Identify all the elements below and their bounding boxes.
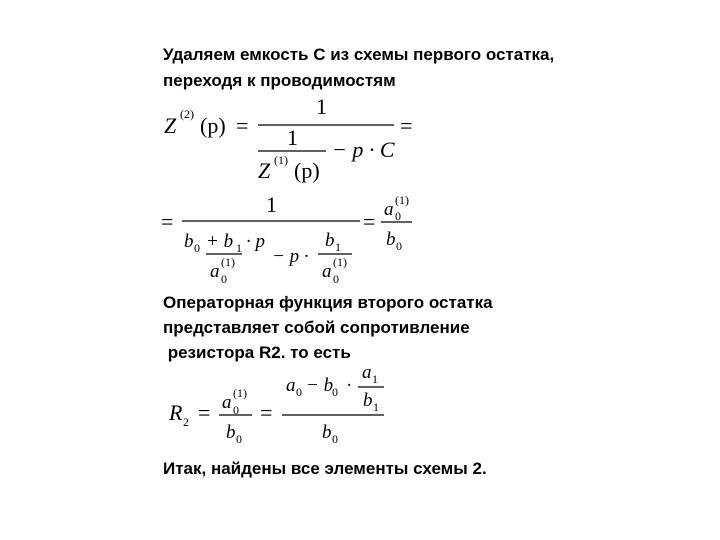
eq3-num1-sub: 0 <box>233 403 239 417</box>
eq1-lhs-superscript: (2) <box>180 107 194 121</box>
eq1-minus-pc: − p · C <box>332 137 395 162</box>
eq3-den2-sub: 0 <box>332 432 338 446</box>
eq3-num2-a0-sub: 0 <box>296 385 302 399</box>
eq2-equals-2: = <box>363 209 376 234</box>
eq2-frac-b1-sub: 1 <box>335 240 341 254</box>
eq1-trailing-equals: = <box>400 113 413 138</box>
eq1-inner-numerator: 1 <box>287 125 298 150</box>
eq1-inner-den-argument: (p) <box>294 158 320 183</box>
paragraph-1-line-1: Удаляем емкость С из схемы первого остатка, <box>163 45 555 64</box>
eq3-den1: b <box>226 422 236 443</box>
paragraph-1-line-2: переходя к проводимостям <box>163 71 396 90</box>
eq3-lhs-sub: 2 <box>183 415 189 429</box>
eq2-den-b0-sub: 0 <box>194 241 200 255</box>
eq2-result-num-sup: (1) <box>395 193 409 207</box>
eq2-den-dot-p: · p <box>246 231 265 252</box>
eq3-den1-sub: 0 <box>236 432 242 446</box>
paragraph-2-line-2: представляет собой сопротивление <box>163 318 470 337</box>
eq3-num2-a0: a <box>286 375 296 396</box>
eq2-frac-a0-sub: 0 <box>333 272 339 286</box>
paragraph-2-line-3: резистора R2. то есть <box>163 343 351 362</box>
eq1-inner-den-z: Z <box>258 158 271 183</box>
eq3-equals-1: = <box>198 400 211 425</box>
eq2-den-b1-sub: 1 <box>236 241 242 255</box>
eq1-inner-den-superscript: (1) <box>274 153 288 167</box>
eq3-num1: a <box>222 392 232 413</box>
paragraph-3-line-1: Итак, найдены все элементы схемы 2. <box>163 459 487 478</box>
eq2-left-frac-a0-sup: (1) <box>221 255 235 269</box>
eq1-equals: = <box>236 113 249 138</box>
eq3-num2-frac-b1-sub: 1 <box>373 400 379 414</box>
eq2-result-den: b <box>386 229 396 250</box>
eq3-equals-2: = <box>260 400 273 425</box>
eq2-result-num: a <box>384 199 394 220</box>
eq2-result-num-sub: 0 <box>395 209 401 223</box>
equation-3 <box>168 362 384 446</box>
eq1-lhs-z: Z <box>164 113 177 138</box>
eq2-minus-p: − p · <box>272 246 309 267</box>
eq3-num2-frac-a1: a <box>362 362 372 383</box>
eq3-den2: b <box>322 422 332 443</box>
eq2-numerator: 1 <box>266 192 277 217</box>
eq2-den-b0: b <box>184 231 194 252</box>
eq2-result-den-sub: 0 <box>396 239 402 253</box>
eq3-num2-minus-b0: − b <box>306 375 334 396</box>
eq3-num1-sup: (1) <box>233 386 247 400</box>
eq2-den-plus-b1: + b <box>206 231 234 252</box>
eq3-num2-dot: · <box>346 375 353 396</box>
eq2-frac-a0-sup: (1) <box>333 255 347 269</box>
eq3-num2-frac-b1: b <box>363 390 373 411</box>
eq2-frac-a0: a <box>322 261 332 282</box>
eq2-left-frac-a0: a <box>210 261 220 282</box>
eq3-lhs-r: R <box>169 400 183 425</box>
equation-2 <box>161 192 412 286</box>
paragraph-2-line-1: Операторная функция второго остатка <box>163 293 493 312</box>
eq2-leading-equals: = <box>161 209 174 234</box>
eq3-num2-frac-a1-sub: 1 <box>372 372 378 386</box>
eq2-left-frac-a0-sub: 0 <box>221 272 227 286</box>
eq2-frac-b1: b <box>325 230 335 251</box>
equation-1 <box>164 94 412 183</box>
eq1-lhs-argument: (p) <box>200 113 226 138</box>
eq1-numerator: 1 <box>316 94 327 119</box>
eq3-num2-b0-sub: 0 <box>332 385 338 399</box>
